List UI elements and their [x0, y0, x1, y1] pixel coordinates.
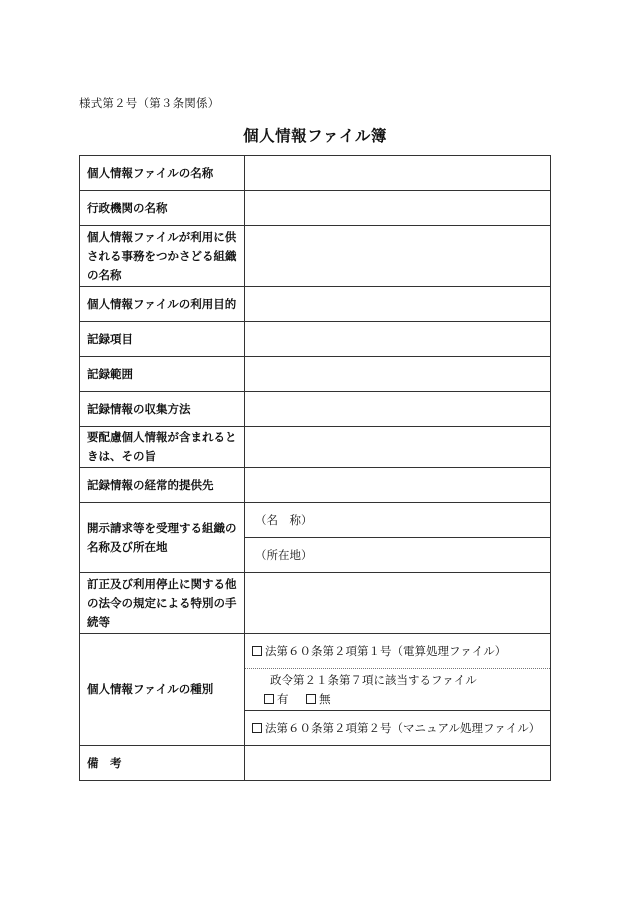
label-disclosure-organization: 開示請求等を受理する組織の名称及び所在地: [80, 503, 245, 573]
kind-option-manual-label: 法第６０条第２項第２号（マニュアル処理ファイル）: [265, 720, 541, 735]
field-record-scope[interactable]: [245, 357, 551, 392]
table-row: [80, 156, 551, 191]
field-agency-name[interactable]: [245, 191, 551, 226]
file-register-table: [79, 155, 551, 781]
choice-no-label: 無: [319, 691, 331, 706]
label-record-items: 記録項目: [80, 322, 245, 357]
file-kind-options: [245, 634, 551, 746]
field-file-name[interactable]: [245, 156, 551, 191]
label-agency-name: 行政機関の名称: [80, 191, 245, 226]
kind-option-computer-label: 法第６０条第２項第１号（電算処理ファイル）: [265, 643, 507, 658]
kind-option-manual[interactable]: [245, 711, 550, 745]
field-special-procedures[interactable]: [245, 573, 551, 634]
checkbox-yes[interactable]: [264, 694, 274, 704]
label-special-procedures: 訂正及び利用停止に関する他の法令の規定による特別の手続等: [80, 573, 245, 634]
table-row: [80, 573, 551, 634]
table-row: [80, 468, 551, 503]
choice-yes-label: 有: [277, 691, 289, 706]
field-remarks[interactable]: [245, 746, 551, 781]
label-collection-method: 記録情報の収集方法: [80, 392, 245, 427]
checkbox-computer-file[interactable]: [252, 646, 262, 656]
kind-option-computer[interactable]: [245, 634, 550, 669]
table-row: [80, 427, 551, 468]
table-row: [80, 746, 551, 781]
field-purpose[interactable]: [245, 287, 551, 322]
document-title: 個人情報ファイル簿: [243, 127, 387, 145]
table-row: [80, 634, 551, 746]
table-row: [80, 226, 551, 287]
field-recipients[interactable]: [245, 468, 551, 503]
field-organization[interactable]: [245, 226, 551, 287]
field-record-items[interactable]: [245, 322, 551, 357]
table-row: [80, 191, 551, 226]
label-recipients: 記録情報の経常的提供先: [80, 468, 245, 503]
label-sensitive-info: 要配慮個人情報が含まれるときは、その旨: [80, 427, 245, 468]
label-remarks: 備 考: [80, 746, 245, 781]
label-purpose: 個人情報ファイルの利用目的: [80, 287, 245, 322]
field-sensitive-info[interactable]: [245, 427, 551, 468]
kind-sub-option: [245, 669, 550, 711]
table-row: [80, 503, 551, 538]
choice-no[interactable]: [306, 692, 331, 706]
kind-sub-choices: [252, 690, 345, 709]
label-organization: 個人情報ファイルが利用に供される事務をつかさどる組織の名称: [80, 226, 245, 287]
label-file-kind: 個人情報ファイルの種別: [80, 634, 245, 746]
checkbox-no[interactable]: [306, 694, 316, 704]
field-disclosure-org-address[interactable]: （所在地）: [245, 538, 551, 573]
table-row: [80, 322, 551, 357]
label-record-scope: 記録範囲: [80, 357, 245, 392]
field-collection-method[interactable]: [245, 392, 551, 427]
table-row: [80, 357, 551, 392]
field-disclosure-org-name[interactable]: （名 称）: [245, 503, 551, 538]
label-file-name: 個人情報ファイルの名称: [80, 156, 245, 191]
checkbox-manual-file[interactable]: [252, 723, 262, 733]
table-row: [80, 392, 551, 427]
kind-sub-text: 政令第２１条第７項に該当するファイル: [270, 672, 477, 687]
table-row: [80, 287, 551, 322]
choice-yes[interactable]: [264, 692, 289, 706]
form-number: 様式第２号（第３条関係）: [79, 96, 220, 110]
